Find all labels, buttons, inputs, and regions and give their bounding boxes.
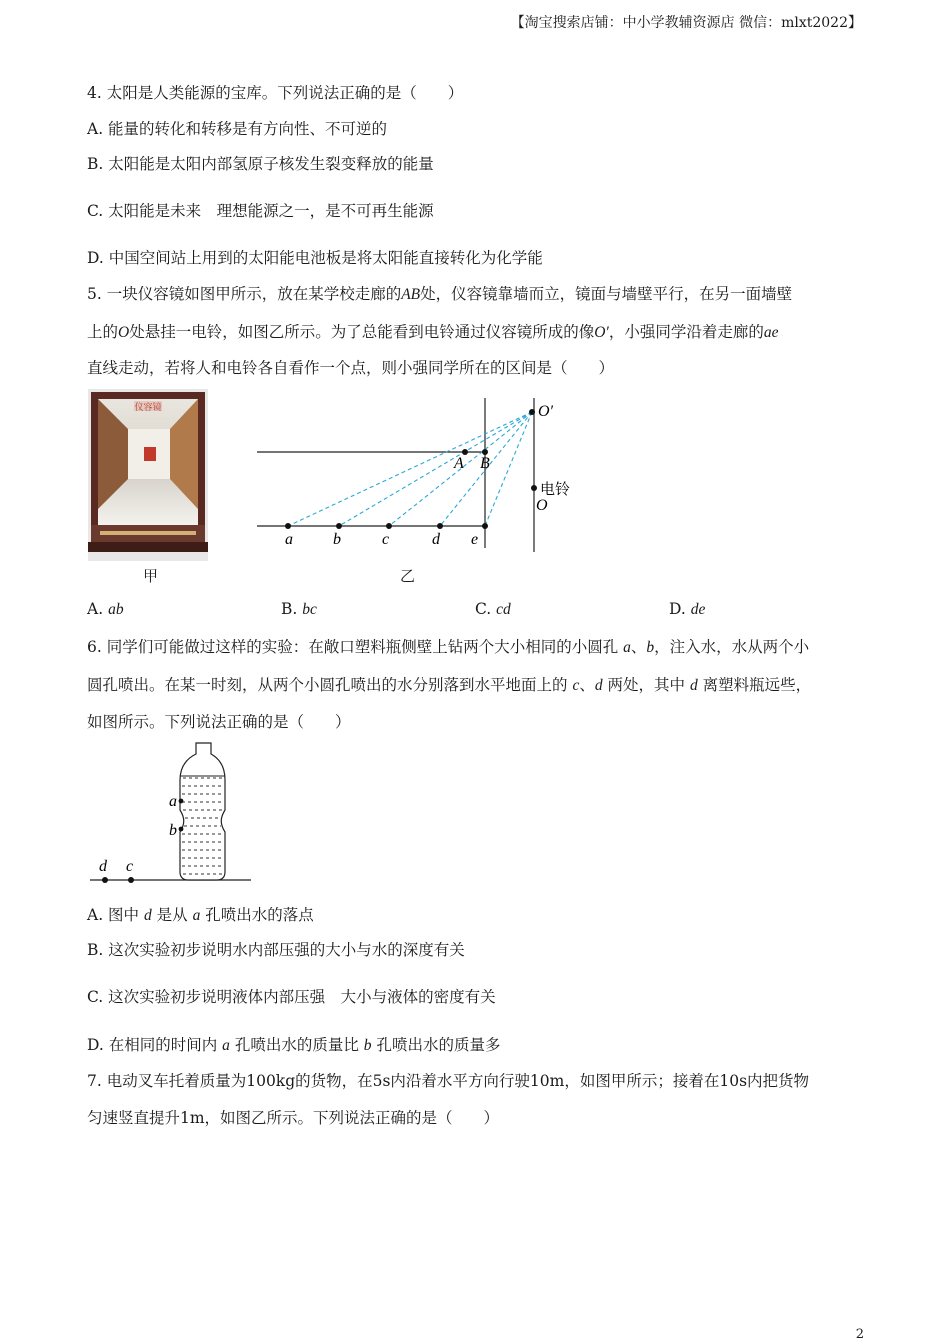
mirror-sign-text: 仪容镜 xyxy=(134,402,162,412)
corridor-ray-diagram xyxy=(250,390,590,590)
point-c xyxy=(386,523,392,529)
q4-option-d: D. 中国空间站上用到的太阳能电池板是将太阳能直接转化为化学能 xyxy=(87,249,543,267)
point-O-prime xyxy=(529,409,535,415)
page-number: 2 xyxy=(855,1327,864,1342)
q6-option-a: A. 图中 d 是从 a 孔喷出水的落点 xyxy=(87,906,314,924)
q6-option-d: D. 在相同的时间内 a 孔喷出水的质量比 b 孔喷出水的质量多 xyxy=(87,1036,501,1054)
label-bell: 电铃 xyxy=(540,482,571,498)
point-a xyxy=(285,523,291,529)
label-d: d xyxy=(432,531,440,548)
q6-option-b: B. 这次实验初步说明水内部压强的大小与水的深度有关 xyxy=(87,941,465,959)
point-e xyxy=(482,523,488,529)
q7-stem-line-2: 匀速竖直提升1m，如图乙所示。下列说法正确的是（ ） xyxy=(87,1109,500,1127)
label-b: b xyxy=(333,531,341,548)
q4-option-a: A. 能量的转化和转移是有方向性、不可逆的 xyxy=(87,120,388,138)
q4-stem: 4. 太阳是人类能源的宝库。下列说法正确的是（ ） xyxy=(87,84,464,102)
label-c: c xyxy=(382,531,390,548)
label-e: e xyxy=(471,531,479,548)
q5-option-d: D. de xyxy=(669,600,706,618)
q5-option-c: C. cd xyxy=(475,600,511,618)
q6-stem-line-1: 6. 同学们可能做过这样的实验：在敞口塑料瓶侧壁上钻两个大小相同的小圆孔 a、b，注入水，水从两个小 xyxy=(87,638,810,656)
label-d: d xyxy=(99,858,107,875)
point-b xyxy=(336,523,342,529)
point-d-landing xyxy=(102,877,108,883)
point-d xyxy=(437,523,443,529)
label-O-prime: O′ xyxy=(538,403,554,420)
label-hole-a: a xyxy=(169,793,177,810)
mirror-photo-figure xyxy=(88,389,208,561)
q5-stem-line-1: 5. 一块仪容镜如图甲所示，放在某学校走廊的AB处，仪容镜靠墙而立，镜面与墙壁平行，在另一面墙壁 xyxy=(87,285,793,303)
q4-option-c: C. 太阳能是未来 理想能源之一，是不可再生能源 xyxy=(87,202,434,220)
q7-stem-line-1: 7. 电动叉车托着质量为100kg的货物，在5s内沿着水平方向行驶10m，如图甲所示；接着在10s内把货物 xyxy=(87,1072,810,1090)
ray-to-b xyxy=(339,412,532,526)
label-c: c xyxy=(126,858,134,875)
label-hole-b: b xyxy=(169,822,177,839)
q5-stem-line-2: 上的O处悬挂一电铃，如图乙所示。为了总能看到电铃通过仪容镜所成的像O′，小强同学沿着走廊的ae xyxy=(87,323,779,341)
label-a: a xyxy=(285,531,293,548)
q6-option-c: C. 这次实验初步说明液体内部压强 大小与液体的密度有关 xyxy=(87,988,496,1006)
label-O: O xyxy=(536,497,548,514)
figure-yi-caption: 乙 xyxy=(400,567,416,585)
bottle-outline xyxy=(180,743,225,880)
ray-to-e xyxy=(485,412,532,526)
q5-option-a: A. ab xyxy=(87,600,124,618)
q4-option-b: B. 太阳能是太阳内部氢原子核发生裂变释放的能量 xyxy=(87,155,434,173)
q6-stem-line-3: 如图所示。下列说法正确的是（ ） xyxy=(87,713,351,731)
q5-option-b: B. bc xyxy=(281,600,317,618)
point-c-landing xyxy=(128,877,134,883)
label-B: B xyxy=(480,455,490,472)
figure-jia-caption: 甲 xyxy=(143,567,159,585)
q6-stem-line-2: 圆孔喷出。在某一时刻，从两个小圆孔喷出的水分别落到水平地面上的 c、d 两处，其中 d 离塑料瓶远些， xyxy=(87,676,812,694)
page-header: 【淘宝搜索店铺：中小学教辅资源店 微信：mlxt2022】 xyxy=(510,15,862,31)
bottle-figure xyxy=(88,740,258,890)
hole-a xyxy=(179,799,184,804)
hole-b xyxy=(179,827,184,832)
q5-stem-line-3: 直线走动，若将人和电铃各自看作一个点，则小强同学所在的区间是（ ） xyxy=(87,359,615,377)
label-A: A xyxy=(454,455,464,472)
point-O-bell xyxy=(531,485,537,491)
